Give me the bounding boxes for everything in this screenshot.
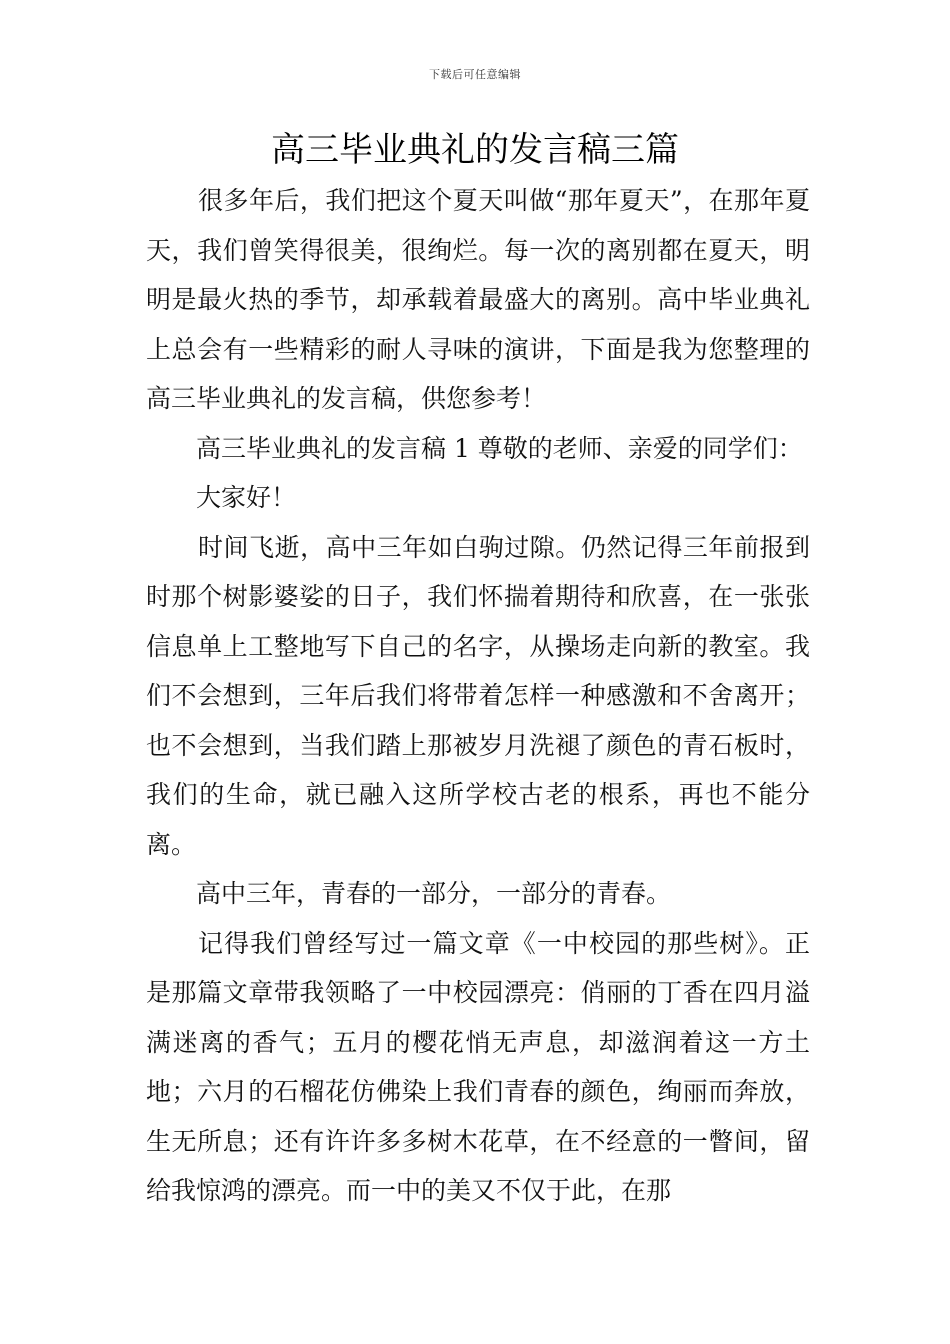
paragraph-time-flies: 时间飞逝，高中三年如白驹过隙。仍然记得三年前报到时那个树影婆娑的日子，我们怀揣着期待和欣喜，在一张张信息单上工整地写下自己的名字，从操场走向新的教室。我们不会想到，三年后我们将带着怎样一种感激和不舍离开；也不会想到，当我们踏上那被岁月洗褪了颜色的青石板时，我们的生命，就已融入这所学校古老的根系，再也不能分离。 <box>146 532 810 859</box>
document-body <box>146 176 810 1216</box>
paragraph-speech-heading: 高三毕业典礼的发言稿 1 尊敬的老师、亲爱的同学们： <box>196 433 803 463</box>
paragraph-intro: 很多年后，我们把这个夏天叫做“那年夏天”，在那年夏天，我们曾笑得很美，很绚烂。每一次的离别都在夏天，明明是最火热的季节，却承载着最盛大的离别。高中毕业典礼上总会有一些精彩的耐人寻味的演讲，下面是我为您整理的高三毕业典礼的发言稿，供您参考！ <box>146 186 810 413</box>
paragraph-greeting: 大家好！ <box>196 483 297 512</box>
paragraph-trees: 记得我们曾经写过一篇文章《一中校园的那些树》。正是那篇文章带我领略了一中校园漂亮：俏丽的丁香在四月溢满迷离的香气；五月的樱花悄无声息，却滋润着这一方土地；六月的石榴花仿佛染上我们青春的颜色，绚丽而奔放，生无所息；还有许许多多树木花草，在不经意的一瞥间，留给我惊鸿的漂亮。而一中的美又不仅于此，在那 <box>146 928 810 1205</box>
paragraph-youth: 高中三年，青春的一部分，一部分的青春。 <box>196 879 672 908</box>
document-title: 高三毕业典礼的发言稿三篇 <box>271 130 679 170</box>
header-note: 下载后可任意编辑 <box>429 68 521 81</box>
